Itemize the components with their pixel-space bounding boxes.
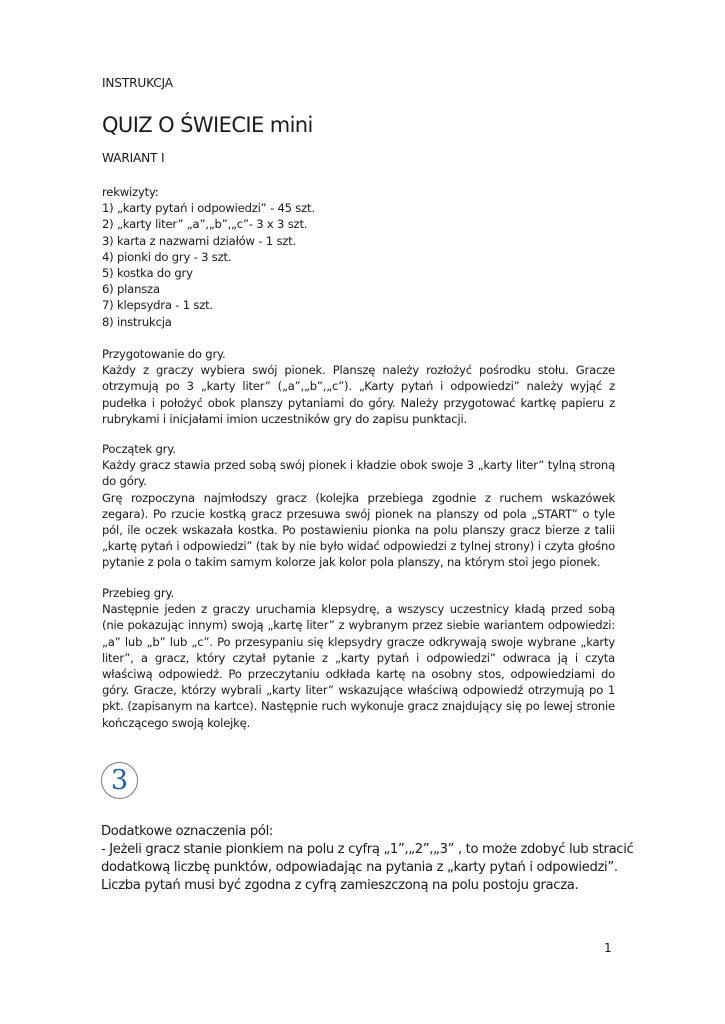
preparation-heading: Przygotowanie do gry. — [102, 347, 226, 361]
list-item: 7) klepsydra - 1 szt. — [102, 298, 213, 313]
preparation-text: Każdy z graczy wybiera swój pionek. Planszę należy rozłożyć pośrodku stołu. Gracze otrzymują po 3 „karty liter” („a”,„b”,„c”). „Karty pytań i odpowiedzi” należy wyjąć z pudełka i położyć obok planszy pytaniami do góry. Należy przygotować kartkę papieru z rubrykami i inicjałami imion uczestników gry do zapisu punktacji. — [102, 363, 615, 426]
list-item: 6) plansza — [102, 282, 160, 297]
extra-section — [101, 823, 634, 895]
extra-line: Dodatkowe oznaczenia pól: — [101, 824, 273, 839]
requirements-list — [102, 184, 315, 330]
start-paragraph-2: Grę rozpoczyna najmłodszy gracz (kolejka przebiega zgodnie z ruchem wskazówek zegara). Po rzucie kostką gracz przesuwa swój pionek na planszy od pola „START” o tyle pól, ile oczek wskazała kostka. Po postawieniu pionka na polu planszy gracz bierze z talii „kartę pytań i odpowiedzi” (tak by nie było widać odpowiedzi z tylnej strony) i czyta głośno pytanie z pola o takim samym kolorze jak kolor pola planszy, na którym stoi jego pionek. — [102, 490, 615, 570]
extra-line: Liczba pytań musi być zgodna z cyfrą zamieszczoną na polu postoju gracza. — [101, 878, 579, 893]
variant-label: WARIANT I — [102, 151, 165, 165]
list-item: 8) instrukcja — [102, 314, 172, 329]
course-text: Następnie jeden z graczy uruchamia klepsydrę, a wszyscy uczestnicy kładą przed sobą (nie pokazując innym) swoją „kartę liter” z wybranym przez siebie wariantem odpowiedzi: „a” lub „b” lub „c”. Po przesypaniu się klepsydry gracze odkrywają swoje wybrane „karty liter”, a gracz, który czytał pytanie z „karty pytań i odpowiedzi” odwraca ją i czyta właściwą odpowiedź. Po przeczytaniu odkłada kartę na osobny stos, odpowiedziami do góry. Gracze, którzy wybrali „karty liter” wskazujące właściwą odpowiedź otrzymują po 1 pkt. (zapisanym na kartce). Następnie ruch wykonuje gracz znajdujący się po lewej stronie kończącego swoją kolejkę. — [102, 602, 615, 730]
page-number: 1 — [604, 941, 612, 955]
document-title: QUIZ O ŚWIECIE mini — [102, 113, 313, 137]
start-heading: Początek gry. — [102, 442, 176, 456]
course-heading: Przebieg gry. — [102, 586, 174, 600]
list-item: 3) karta z nazwami działów - 1 szt. — [102, 233, 297, 248]
list-item: 4) pionki do gry - 3 szt. — [102, 249, 232, 264]
preparation-section — [102, 346, 615, 427]
list-item: 2) „karty liter” „a”,„b”,„c”- 3 x 3 szt. — [102, 217, 308, 232]
extra-line: - Jeżeli gracz stanie pionkiem na polu z cyfrą „1”,„2”,„3” , to może zdobyć lub stracić — [101, 842, 634, 857]
list-item: 1) „karty pytań i odpowiedzi” - 45 szt. — [102, 201, 315, 216]
list-item: 5) kostka do gry — [102, 266, 193, 281]
number-badge — [101, 762, 138, 799]
document-label: INSTRUKCJA — [102, 76, 173, 90]
start-section — [102, 441, 615, 571]
start-paragraph-1: Każdy gracz stawia przed sobą swój pionek i kładzie obok swoje 3 „karty liter” tylną stroną do góry. — [102, 458, 615, 489]
course-section — [102, 585, 615, 731]
badge-number: 3 — [110, 765, 129, 796]
extra-line: dodatkową liczbę punktów, odpowiadając na pytania z „karty pytań i odpowiedzi”. — [101, 860, 618, 875]
requirements-heading: rekwizyty: — [102, 185, 159, 199]
